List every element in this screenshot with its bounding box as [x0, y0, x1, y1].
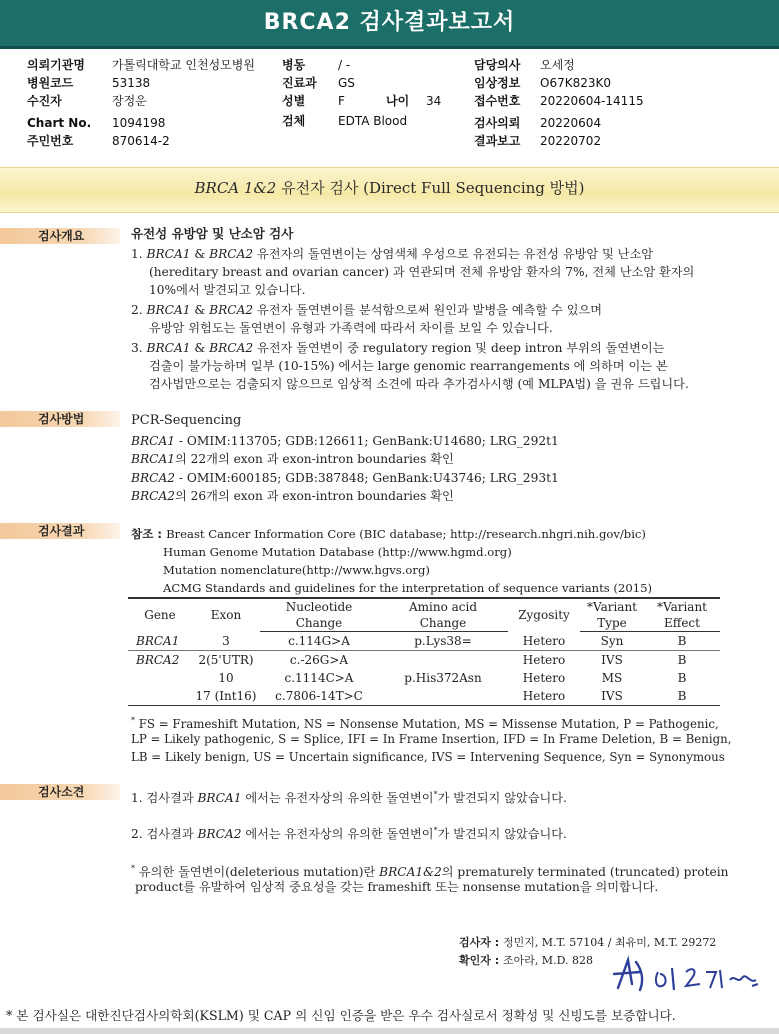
report-date-label: 결과보고	[474, 134, 521, 148]
tester-line: 검사자 : 정민지, M.T. 57104 / 최유미, M.T. 29272	[459, 936, 717, 949]
overview-heading: 유전성 유방암 및 난소암 검사	[131, 226, 294, 241]
clinical-value: O67K823K0	[540, 76, 611, 90]
handwritten-signature	[606, 950, 766, 998]
receipt-label: 접수번호	[474, 94, 521, 108]
ward-value: / -	[338, 58, 351, 72]
overview-line-3: 10%에서 발견되고 있습니다.	[149, 283, 306, 297]
overview-line-1: 1. BRCA1 & BRCA2 유전자의 돌연변이는 상염색체 우성으로 유전되는 유전성 유방암 및 난소암	[131, 247, 653, 261]
variant-table	[128, 597, 720, 706]
overview-line-4: 2. BRCA1 & BRCA2 유전자 돌연변이를 분석함으로써 원인과 발병을 예측할 수 있으며	[131, 303, 603, 317]
opinion-line-2: 2. 검사결과 BRCA2 에서는 유전자상의 유의한 돌연변이*가 발견되지 않았습니다.	[131, 826, 567, 842]
request-label: 검사의뢰	[474, 116, 521, 130]
doctor-value: 오세정	[540, 58, 575, 72]
col-exon: Exon	[192, 598, 260, 632]
footnote-line-3: LB = Likely benign, US = Uncertain significance, IVS = Intervening Sequence, Syn = Synonymous	[131, 750, 725, 764]
reference-line-3: Mutation nomenclature(http://www.hgvs.org)	[163, 563, 430, 577]
overview-line-8: 검사법만으로는 검출되지 않으므로 임상적 소견에 따라 추가검사시행 (예 MLPA법) 을 권유 드립니다.	[149, 377, 689, 391]
patient-info	[0, 56, 779, 152]
col-vtype-1: *Variant	[580, 598, 644, 615]
opinion-note-2: product를 유발하여 임상적 중요성을 갖는 frameshift 또는 nonsense mutation을 의미합니다.	[135, 880, 659, 894]
id-value: 870614-2	[112, 134, 170, 148]
hospital-code-label: 병원코드	[27, 76, 74, 90]
accreditation-footer: * 본 검사실은 대한진단검사의학회(KSLM) 및 CAP 의 신임 인증을 받은 우수 검사실로서 정확성 및 신빙도를 보증합니다.	[6, 1008, 676, 1023]
request-value: 20220604	[540, 116, 602, 130]
chart-value: 1094198	[112, 116, 166, 130]
section-label-overview: 검사개요	[0, 228, 120, 244]
test-title-rest: 유전자 검사 (Direct Full Sequencing 방법)	[276, 179, 585, 197]
table-row: BRCA1 3 c.114G>A p.Lys38= Hetero Syn B	[128, 632, 720, 651]
receipt-value: 20220604-14115	[540, 94, 644, 108]
section-label-result: 검사결과	[0, 523, 120, 539]
footer-band	[0, 1028, 779, 1034]
age-label: 나이	[386, 94, 410, 108]
overview-line-7: 검출이 불가능하며 일부 (10-15%) 에서는 large genomic rearrangements 에 의하며 이는 본	[149, 359, 668, 373]
header-rule	[0, 46, 779, 49]
dept-value: GS	[338, 76, 355, 90]
opinion-line-1: 1. 검사결과 BRCA1 에서는 유전자상의 유의한 돌연변이*가 발견되지 않았습니다.	[131, 790, 567, 806]
report-date-value: 20220702	[540, 134, 602, 148]
method-brca2-ref: BRCA2 - OMIM:600185; GDB:387848; GenBank:U43746; LRG_293t1	[131, 471, 559, 485]
hospital-code-value: 53138	[112, 76, 151, 90]
col-nuc-2: Change	[260, 615, 378, 632]
clinical-label: 임상정보	[474, 76, 521, 90]
col-zygosity: Zygosity	[508, 598, 580, 632]
section-label-method: 검사방법	[0, 411, 120, 427]
id-label: 주민번호	[27, 134, 74, 148]
overview-line-5: 유방암 위험도는 돌연변이 유형과 가족력에 따라서 차이를 보일 수 있습니다.	[149, 321, 553, 335]
age-value: 34	[426, 94, 442, 108]
report-title: BRCA2 검사결과보고서	[0, 0, 779, 46]
ward-label: 병동	[282, 58, 306, 72]
table-row: BRCA2 2(5'UTR) c.-26G>A Hetero IVS B	[136, 653, 687, 667]
overview-line-2: (hereditary breast and ovarian cancer) 과 연관되며 전체 유방암 환자의 7%, 전체 난소암 환자의	[149, 265, 695, 279]
specimen-value: EDTA Blood	[338, 114, 408, 128]
sex-value: F	[338, 94, 345, 108]
table-row: 17 (Int16) c.7806-14T>C Hetero IVS B	[128, 687, 720, 706]
col-aa-1: Amino acid	[378, 598, 508, 615]
col-vtype-2: Type	[580, 615, 644, 632]
confirmer-line: 확인자 : 조아라, M.D. 828	[459, 954, 593, 967]
col-veffect-2: Effect	[644, 615, 720, 632]
reference-line-4: ACMG Standards and guidelines for the interpretation of sequence variants (2015)	[163, 581, 652, 595]
opinion-note-1: * 유의한 돌연변이(deleterious mutation)란 BRCA1&2의 prematurely terminated (truncated) protein	[131, 864, 729, 880]
chart-label: Chart No.	[27, 116, 92, 130]
examinee-value: 장정운	[112, 94, 147, 108]
method-brca1-ref: BRCA1 - OMIM:113705; GDB:126611; GenBank:U14680; LRG_292t1	[131, 434, 559, 448]
overview-line-6: 3. BRCA1 & BRCA2 유전자 돌연변이 중 regulatory region 및 deep intron 부위의 돌연변이는	[131, 341, 665, 355]
sex-label: 성별	[282, 94, 306, 108]
institution-value: 가톨릭대학교 인천성모병원	[112, 58, 255, 72]
col-nuc-1: Nucleotide	[260, 598, 378, 615]
specimen-label: 검체	[282, 114, 306, 128]
test-title	[0, 177, 779, 198]
doctor-label: 담당의사	[474, 58, 521, 72]
examinee-label: 수진자	[27, 94, 62, 108]
section-label-opinion: 검사소견	[0, 784, 120, 800]
reference-line-2: Human Genome Mutation Database (http://www.hgmd.org)	[163, 545, 512, 559]
footnote-line-1: * FS = Frameshift Mutation, NS = Nonsense Mutation, MS = Missense Mutation, P = Pathogenic,	[131, 716, 719, 731]
footnote-line-2: LP = Likely pathogenic, S = Splice, IFI = In Frame Insertion, IFD = In Frame Deletion, B = Benign,	[131, 732, 732, 746]
institution-label: 의뢰기관명	[27, 58, 85, 72]
dept-label: 진료과	[282, 76, 317, 90]
col-veffect-1: *Variant	[644, 598, 720, 615]
test-title-italic: BRCA 1&2	[194, 179, 277, 197]
col-gene: Gene	[128, 598, 192, 632]
method-brca2-exon: BRCA2의 26개의 exon 과 exon-intron boundaries 확인	[131, 489, 454, 503]
table-row: 10 c.1114C>A p.His372Asn Hetero MS B	[218, 671, 687, 685]
method-heading: PCR-Sequencing	[131, 413, 242, 428]
reference-line-1: 참조 : Breast Cancer Information Core (BIC database; http://research.nhgri.nih.gov/bic)	[131, 527, 646, 541]
method-brca1-exon: BRCA1의 22개의 exon 과 exon-intron boundaries 확인	[131, 452, 454, 466]
col-aa-2: Change	[378, 615, 508, 632]
